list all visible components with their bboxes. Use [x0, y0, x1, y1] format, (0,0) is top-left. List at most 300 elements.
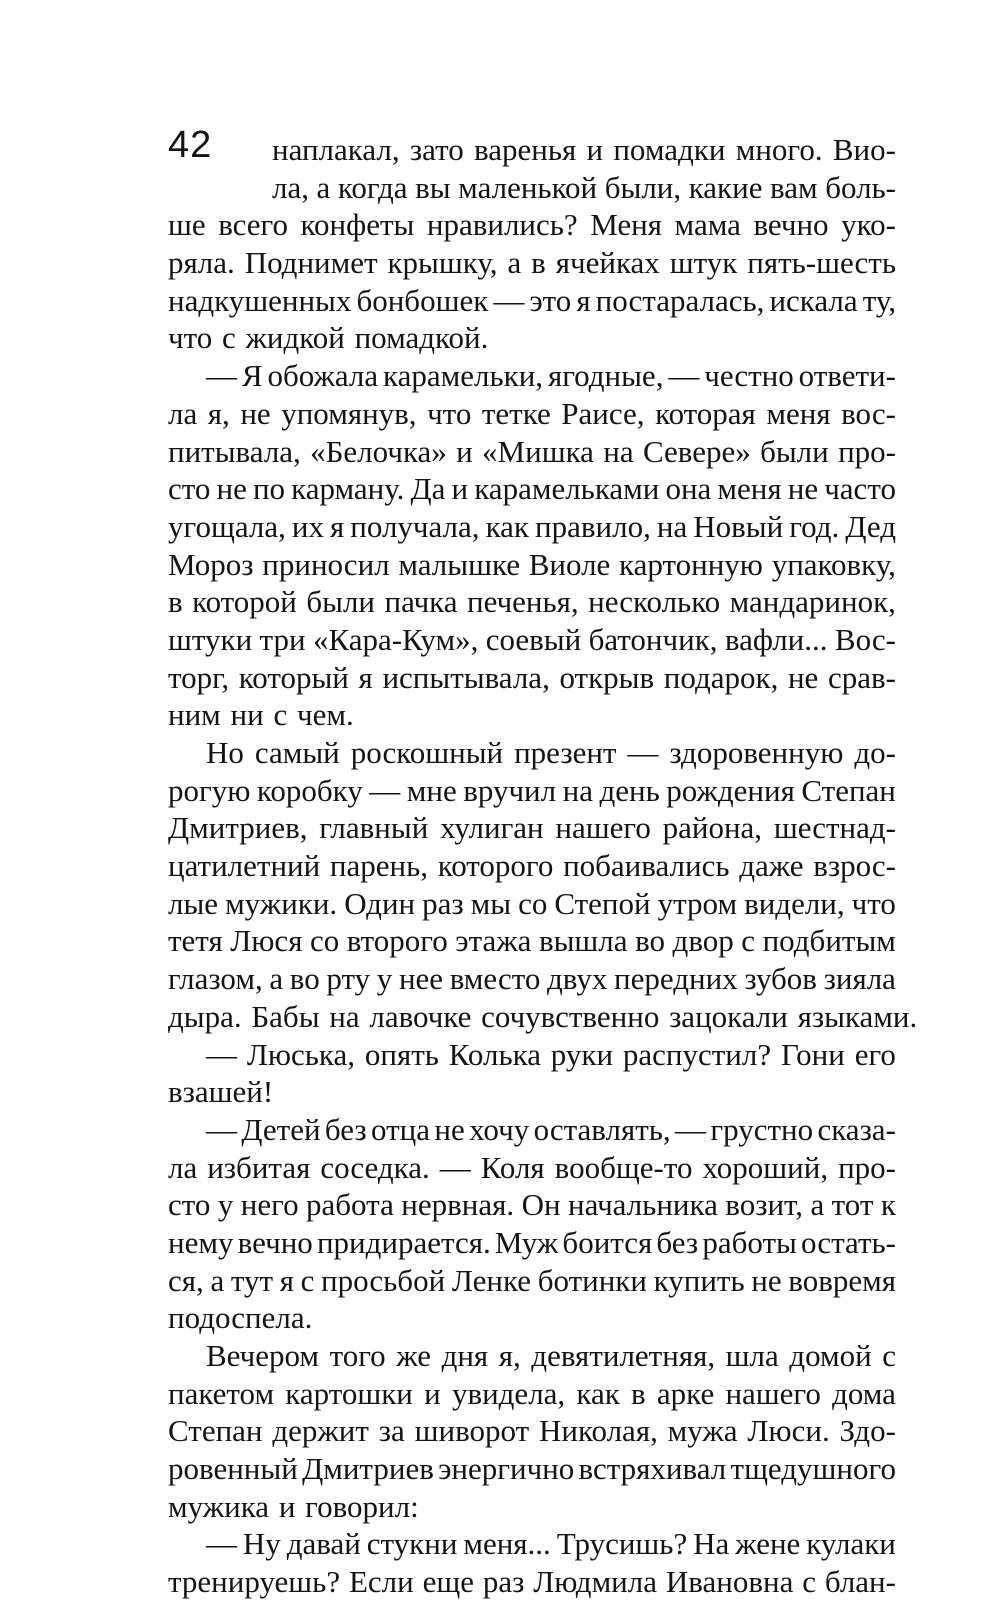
word: Люси.	[747, 1413, 830, 1449]
word: двух	[547, 961, 608, 997]
word: штук	[669, 245, 738, 281]
text-line	[168, 1036, 896, 1074]
text-line	[168, 244, 896, 282]
word: руки	[550, 1036, 614, 1072]
text-line	[168, 847, 896, 885]
word: мне	[406, 772, 457, 808]
word: главный	[319, 810, 429, 846]
word: с	[300, 1262, 315, 1298]
word: которая	[655, 395, 756, 431]
word: тот	[831, 1187, 874, 1223]
word: начальника	[567, 1187, 718, 1223]
word: открыв	[559, 659, 655, 695]
word: вместо	[449, 961, 541, 997]
word: ровенный	[168, 1451, 298, 1487]
word: постаралась,	[595, 282, 765, 318]
word: упомянув,	[281, 395, 417, 431]
word: как	[576, 1375, 620, 1411]
word: вос-	[841, 395, 896, 431]
word: мужа	[667, 1413, 738, 1449]
word: хулиган	[440, 810, 544, 846]
word: ла	[168, 395, 198, 431]
word: —	[206, 1111, 237, 1147]
word: не	[787, 471, 819, 507]
word: «Белочка»	[310, 433, 447, 469]
word: глазом,	[168, 961, 263, 997]
word: —	[206, 1526, 237, 1562]
word: На	[693, 1526, 730, 1562]
word: а	[810, 1187, 825, 1223]
text-line	[168, 659, 896, 697]
word: Новый	[693, 508, 784, 544]
word: во	[289, 961, 320, 997]
word: сто	[168, 1187, 211, 1223]
word: боль-	[825, 169, 896, 205]
word: работа	[306, 1187, 394, 1223]
word: Вечером	[206, 1338, 320, 1373]
word: вообще-то	[554, 1149, 693, 1185]
word: что	[851, 885, 896, 921]
text-line	[168, 1186, 896, 1224]
word: Ну	[242, 1526, 281, 1562]
word: второго	[346, 923, 448, 959]
page-text	[168, 131, 918, 1601]
word: ответи-	[798, 358, 896, 394]
word: подарок,	[663, 659, 779, 695]
text-line	[168, 546, 896, 584]
word: нервная.	[401, 1187, 515, 1223]
word: шиворот	[414, 1413, 530, 1449]
word: дня	[441, 1338, 489, 1373]
word: пять-шесть	[747, 245, 896, 281]
word: побаивались	[563, 848, 730, 884]
word: еще	[422, 1564, 474, 1600]
word: и	[451, 471, 469, 507]
word: несколько	[588, 584, 721, 620]
word: Колька	[448, 1036, 541, 1072]
word: сказа-	[817, 1111, 896, 1147]
word: их	[291, 508, 324, 544]
word: Если	[348, 1564, 414, 1600]
text-line	[168, 922, 896, 960]
word: района,	[662, 810, 763, 846]
word: вафли...	[724, 621, 828, 657]
word: которого	[437, 848, 554, 884]
word: со	[518, 885, 548, 921]
text-line	[168, 508, 896, 546]
word: самый	[254, 735, 340, 770]
word: Ленке	[451, 1262, 532, 1298]
word: Поднимет	[244, 245, 378, 281]
word: батончик,	[588, 621, 718, 657]
word: штуки	[168, 621, 253, 657]
text-line: мужика и говорил:	[168, 1488, 419, 1524]
word: его	[854, 1036, 896, 1072]
word: давай	[286, 1526, 361, 1562]
text-line	[168, 885, 896, 923]
word: Дмитриев,	[168, 810, 308, 846]
word: пачка	[384, 584, 458, 620]
word: про-	[838, 1149, 896, 1185]
word: энергично	[438, 1451, 575, 1487]
word: уко-	[841, 207, 896, 243]
word: встряхивал	[578, 1451, 727, 1487]
word: Степой	[554, 885, 651, 921]
word: того	[329, 1338, 386, 1373]
word: ла	[168, 1149, 198, 1185]
word: с	[882, 1338, 896, 1373]
word: Севере»	[642, 433, 751, 469]
word: придирается.	[316, 1224, 491, 1260]
word: ше	[168, 207, 206, 243]
word: Один	[344, 885, 416, 921]
word: мандаринок,	[729, 584, 896, 620]
word: помадки	[613, 132, 726, 167]
word: который	[238, 659, 349, 695]
word: вовремя	[788, 1262, 896, 1298]
word: меня...	[463, 1526, 551, 1562]
word: год.	[789, 508, 840, 544]
word: не	[240, 395, 271, 431]
word: а	[507, 245, 522, 281]
word: грустно	[710, 1111, 814, 1147]
word: хороший,	[702, 1149, 829, 1185]
text-line	[168, 395, 896, 433]
text-line	[168, 433, 896, 471]
word: Люся	[230, 923, 303, 959]
word: обожала	[267, 358, 379, 394]
word: Но	[206, 735, 244, 770]
word: распустил?	[622, 1036, 772, 1072]
text-line	[168, 1111, 896, 1149]
text-line	[168, 1375, 896, 1413]
word: во	[635, 923, 666, 959]
word: дома	[832, 1375, 896, 1411]
word: торг,	[168, 659, 230, 695]
word: хочу	[469, 1111, 530, 1147]
word: «Мишка	[482, 433, 594, 469]
word: что	[427, 395, 472, 431]
text-line: дыра. Бабы на лавочке сочувственно зацокали языками.	[168, 998, 918, 1034]
word: не	[216, 471, 247, 507]
word: него	[240, 1187, 299, 1223]
word: бонбошек	[356, 282, 489, 318]
word: вышла	[538, 923, 628, 959]
text-line	[168, 206, 896, 244]
text-line	[168, 809, 896, 847]
word: крышку,	[387, 245, 498, 281]
word: и	[456, 433, 473, 469]
word: Мороз	[168, 546, 254, 582]
word: на	[603, 433, 634, 469]
word: держит	[272, 1413, 369, 1449]
word: как	[485, 508, 529, 544]
word: рождения	[666, 772, 795, 808]
word: надкушенных	[168, 282, 352, 318]
word: парень,	[329, 848, 429, 884]
word: лые	[168, 885, 219, 921]
word: «Кара-Кум»,	[312, 621, 479, 657]
word: малышке	[398, 546, 521, 582]
text-line	[168, 282, 896, 320]
word: раз	[482, 1564, 525, 1600]
word: про-	[838, 433, 896, 469]
word: шестнад-	[773, 810, 896, 846]
text-line	[168, 1337, 896, 1375]
text-line	[168, 470, 896, 508]
word: избитая	[207, 1149, 311, 1185]
word: правило,	[535, 508, 651, 544]
word: честно	[704, 358, 794, 394]
word: не	[751, 1262, 782, 1298]
word: кулаки	[806, 1526, 896, 1562]
text-line: взашей!	[168, 1074, 274, 1110]
word: вы	[415, 169, 451, 205]
word: цатилетний	[168, 848, 321, 884]
word: вечно	[237, 1224, 313, 1260]
word: же	[396, 1338, 432, 1373]
word: мужики.	[225, 885, 338, 921]
text-line	[168, 1450, 896, 1488]
word: нравились?	[426, 207, 578, 243]
word: раз	[422, 885, 464, 921]
word: двор	[672, 923, 734, 959]
word: увидела,	[451, 1375, 566, 1411]
word: конфеты	[300, 207, 415, 243]
word: до-	[854, 735, 896, 770]
word: какие	[688, 169, 763, 205]
word: роскошный	[350, 735, 504, 770]
word: нее	[398, 961, 444, 997]
word: Здо-	[839, 1413, 896, 1449]
word: она	[665, 471, 712, 507]
word: сто	[168, 471, 211, 507]
word: Трусишь?	[556, 1526, 688, 1562]
word: я,	[207, 395, 230, 431]
word: ла,	[272, 169, 309, 205]
word: Детей	[241, 1111, 321, 1147]
word: картошки	[285, 1375, 413, 1411]
word: карамельками	[474, 471, 660, 507]
word: нашего	[725, 1375, 821, 1411]
word: подбитым	[762, 923, 896, 959]
word: были,	[604, 169, 682, 205]
word: день	[599, 772, 660, 808]
word: стукни	[366, 1526, 458, 1562]
word: Гони	[780, 1036, 845, 1072]
word: много.	[735, 132, 823, 167]
word: —	[668, 358, 700, 394]
word: Вос-	[834, 621, 896, 657]
word: Дед	[845, 508, 896, 544]
text-line	[168, 357, 896, 395]
word: с	[802, 1564, 816, 1600]
word: Степан	[168, 1413, 263, 1449]
word: передних	[614, 961, 738, 997]
word: работы	[702, 1224, 797, 1260]
word: со	[309, 923, 340, 959]
word: Муж	[494, 1224, 559, 1260]
word: карману.	[291, 471, 405, 507]
text-line	[168, 169, 896, 207]
word: вам	[770, 169, 818, 205]
word: пакетом	[168, 1375, 275, 1411]
word: Да	[410, 471, 446, 507]
word: тренируешь?	[168, 1564, 341, 1600]
word: я	[279, 1262, 294, 1298]
word: ряла.	[168, 245, 235, 281]
word: блан-	[824, 1564, 896, 1600]
word: меня	[717, 471, 782, 507]
word: маленькой	[458, 169, 598, 205]
word: Он	[521, 1187, 561, 1223]
text-line	[168, 1563, 896, 1601]
word: зубов	[744, 961, 817, 997]
word: Вио-	[832, 132, 896, 167]
word: мы	[470, 885, 512, 921]
word: вручил	[463, 772, 557, 808]
word: Ивановна	[665, 1564, 794, 1600]
word: это	[529, 282, 572, 318]
word: угощала,	[168, 508, 286, 544]
word: я	[329, 508, 345, 544]
word: к	[880, 1187, 896, 1223]
word: без	[656, 1224, 699, 1260]
word: —	[369, 772, 401, 808]
word: —	[675, 1111, 707, 1147]
word: ячейках	[555, 245, 660, 281]
word: соседка.	[320, 1149, 430, 1185]
word: были	[760, 433, 829, 469]
word: приносил	[262, 546, 390, 582]
word: вечно	[753, 207, 829, 243]
word: часто	[824, 471, 896, 507]
word: не	[434, 1111, 465, 1147]
word: купить	[653, 1262, 745, 1298]
word: ту,	[862, 282, 896, 318]
word: у	[217, 1187, 234, 1223]
word: я	[358, 659, 373, 695]
word: меня	[766, 395, 831, 431]
word: домой	[789, 1338, 872, 1373]
text-line	[168, 960, 896, 998]
word: Виоле	[528, 546, 611, 582]
word: рту	[326, 961, 371, 997]
text-line	[168, 131, 896, 169]
word: рогую	[168, 772, 251, 808]
word: Коля	[480, 1149, 545, 1185]
word: соевый	[485, 621, 582, 657]
word: мама	[674, 207, 741, 243]
word: и	[424, 1375, 441, 1411]
word: на	[656, 508, 688, 544]
word: остать-	[801, 1224, 896, 1260]
word: за	[378, 1413, 405, 1449]
text-line	[168, 1224, 896, 1262]
word: утром	[657, 885, 738, 921]
word: —	[627, 735, 659, 770]
word: с	[741, 923, 756, 959]
word: срав-	[827, 659, 896, 695]
word: Меня	[590, 207, 662, 243]
word: всего	[218, 207, 288, 243]
word: здоровенную	[669, 735, 844, 770]
word: Я	[241, 358, 263, 394]
word: арке	[656, 1375, 715, 1411]
word: презент	[514, 735, 617, 770]
word: —	[439, 1149, 471, 1185]
text-line: подоспела.	[168, 1300, 313, 1336]
word: тщедушного	[730, 1451, 896, 1487]
word: а	[210, 1262, 225, 1298]
word: не	[787, 659, 819, 695]
word: тут	[230, 1262, 274, 1298]
word: ся,	[168, 1262, 204, 1298]
text-line	[168, 1262, 896, 1300]
word: а	[269, 961, 284, 997]
word: —	[493, 282, 525, 318]
word: нему	[168, 1224, 234, 1260]
word: в	[168, 584, 183, 620]
word: я,	[498, 1338, 521, 1373]
word: упаковку,	[771, 546, 896, 582]
word: зато	[409, 132, 464, 167]
word: без	[324, 1111, 367, 1147]
word: нашего	[555, 810, 651, 846]
word: наплакал,	[272, 132, 400, 167]
word: жене	[735, 1526, 801, 1562]
word: Раисе,	[561, 395, 645, 431]
word: Люська,	[246, 1036, 356, 1072]
word: Степан	[801, 772, 896, 808]
page-number: 42	[168, 124, 213, 166]
word: боится	[562, 1224, 653, 1260]
word: а	[316, 169, 331, 205]
word: испытывала,	[382, 659, 550, 695]
word: по	[252, 471, 286, 507]
word: этажа	[455, 923, 532, 959]
text-line	[168, 1412, 896, 1450]
word: оставлять,	[533, 1111, 671, 1147]
word: на	[562, 772, 593, 808]
word: коробку	[256, 772, 363, 808]
word: питывала,	[168, 433, 301, 469]
word: в	[531, 245, 546, 281]
word: искала	[769, 282, 858, 318]
word: печенья,	[467, 584, 579, 620]
word: ботинки	[537, 1262, 647, 1298]
text-line: что с жидкой помадкой.	[168, 320, 489, 356]
word: Николая,	[539, 1413, 658, 1449]
text-line: ним ни с чем.	[168, 697, 354, 733]
word: тетя	[168, 923, 223, 959]
word: три	[259, 621, 306, 657]
word: Людмила	[533, 1564, 658, 1600]
text-line	[168, 621, 896, 659]
word: отца	[371, 1111, 431, 1147]
word: Дмитриев	[302, 1451, 434, 1487]
word: в	[631, 1375, 646, 1411]
text-line	[168, 1149, 896, 1187]
word: и	[586, 132, 604, 167]
word: —	[206, 358, 237, 394]
word: тетке	[481, 395, 551, 431]
word: ягодные,	[547, 358, 664, 394]
word: которой	[192, 584, 297, 620]
word: когда	[337, 169, 408, 205]
word: возит,	[725, 1187, 804, 1223]
word: видели,	[744, 885, 845, 921]
